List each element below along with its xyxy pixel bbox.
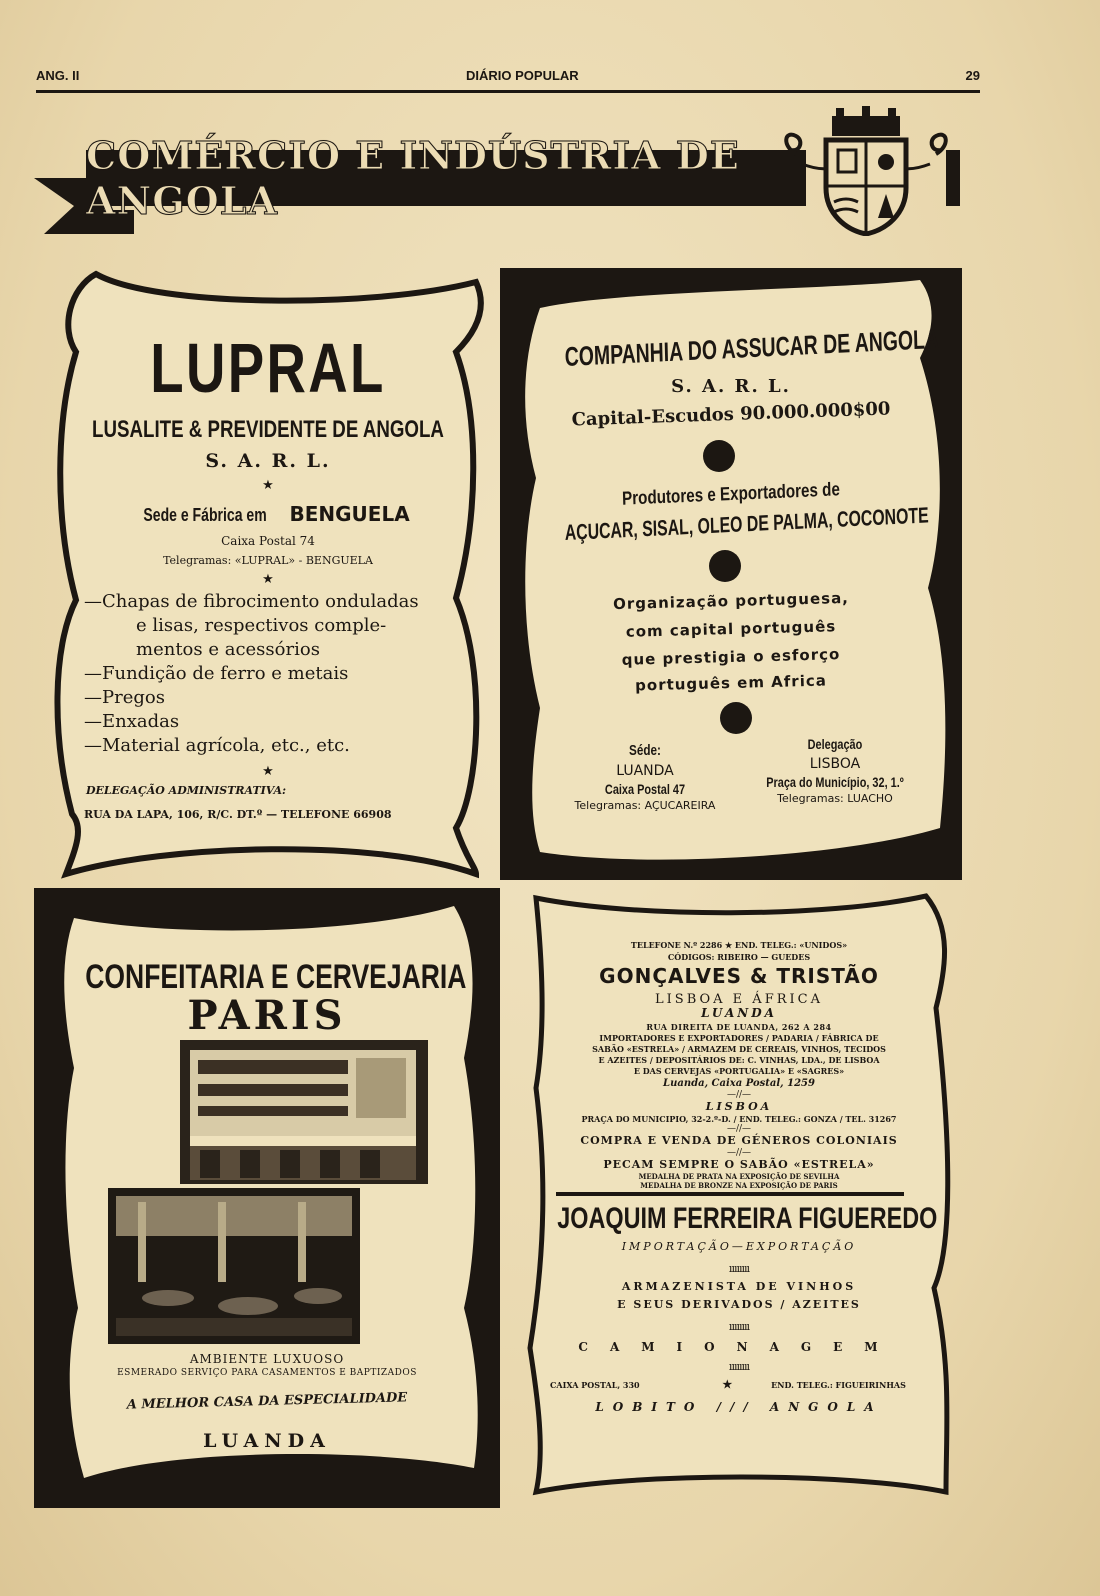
paris-line1: CONFEITARIA E CERVEJARIA [85,958,467,996]
banner-band [86,133,806,223]
assucar-hq-block [560,742,730,812]
figueredo-postal: CAIXA POSTAL, 330 [550,1380,640,1390]
page-header [36,68,980,92]
assucar-products: AÇUCAR, SISAL, OLEO DE PALMA, COCONOTE [564,502,929,546]
assucar-hq-telegrams: Telegramas: AÇUCAREIRA [574,799,716,812]
lupral-name: LUPRAL [150,329,386,407]
goncalves-codes: CÓDIGOS: RIBEIRO — GUEDES [667,952,811,962]
lupral-telegrams: Telegramas: «LUPRAL» - BENGUELA [163,554,373,567]
assucar-slogan-1: Organização portuguesa, [612,588,850,614]
angola-coat-of-arms-icon [778,106,954,236]
assucar-slogan-3: que prestigia o esforço [621,645,841,669]
separator: —//— [726,1148,752,1158]
paris-city: LUANDA [203,1430,331,1452]
assucar-hq-postal: Caixa Postal 47 [604,781,686,797]
assucar-slogan-2: com capital português [625,617,837,641]
lupral-delegation-address: RUA DA LAPA, 106, R/C. DT.º — TELEFONE 66908 [84,808,392,821]
section-banner [34,133,774,234]
figueredo-name: JOAQUIM FERREIRA FIGUEREDO [557,1202,938,1235]
banner-title: COMÉRCIO E INDÚSTRIA DE ANGOLA [86,133,740,223]
figueredo-location: LOBITO /// ANGOLA [595,1400,883,1414]
figueredo-line1: ARMAZENISTA DE VINHOS [621,1280,857,1293]
lupral-hq-prefix: Sede e Fábrica em [143,505,268,525]
assucar-producers: Produtores e Exportadores de [621,479,841,510]
goncalves-city2: LISBOA [705,1100,773,1113]
star-icon: ★ [262,478,274,493]
figueredo-line2: E SEUS DERIVADOS / AZEITES [617,1298,861,1311]
lupral-hq [36,502,500,526]
assucar-hq-city: LUANDA [616,763,674,779]
assucar-slogan-4: português em Africa [634,671,828,695]
paris-slogan: A MELHOR CASA DA ESPECIALIDADE [126,1390,408,1413]
lupral-delegation-title: DELEGAÇÃO ADMINISTRATIVA: [86,784,287,797]
banner-end-bar [946,150,960,206]
lupral-product-list [84,590,484,758]
goncalves-medal-2: MEDALHA DE BRONZE NA EXPOSIÇÃO DE PARIS [640,1181,838,1190]
goncalves-line-1: RUA DIREITA DE LUANDA, 262 A 284 [646,1022,832,1032]
bullet-dot [703,440,735,472]
lupral-company-type: S. A. R. L. [205,450,331,472]
figueredo-transport: CAMIONAGEM [578,1340,900,1354]
bullet-dot [709,550,741,582]
figueredo-telegrams: END. TELEG.: FIGUEIRINHAS [771,1380,906,1390]
ornament-icon: ıııııııı [728,1262,750,1275]
goncalves-phone-line: TELEFONE N.º 2286 ★ END. TELEG.: «UNIDOS» [630,940,848,950]
goncalves-medal-1: MEDALHA DE PRATA NA EXPOSIÇÃO DE SEVILHA [638,1172,840,1181]
lupral-hq-city: BENGUELA [289,502,410,526]
paris-ambience: AMBIENTE LUXUOSO [189,1352,345,1366]
assucar-capital: Capital-Escudos 90.000.000$00 [571,398,891,431]
header-page-number: 29 [965,68,980,83]
figueredo-trade: IMPORTAÇÃO—EXPORTAÇÃO [621,1240,857,1253]
star-icon: ★ [262,764,274,779]
goncalves-trade: COMPRA E VENDA DE GÉNEROS COLONIAIS [580,1134,898,1147]
assucar-delegation-address: Praça do Município, 32, 1.º [766,774,904,790]
dining-room-photo [108,1188,360,1344]
goncalves-subtitle: LISBOA E ÁFRICA [655,992,823,1007]
separator: —//— [726,1090,752,1100]
header-masthead: DIÁRIO POPULAR [466,68,579,83]
assucar-delegation-label: Delegação [807,736,863,752]
goncalves-line-3: SABÃO «ESTRELA» / ARMAZEM DE CEREAIS, VINHOS, TECIDOS [592,1044,886,1054]
ad-confeitaria-paris [34,888,500,1508]
star-icon: ★ [262,572,274,587]
list-item: mentos e acessórios [136,639,320,660]
lupral-full-name: LUSALITE & PREVIDENTE DE ANGOLA [92,416,444,443]
building-exterior-photo [180,1040,428,1184]
star-icon: ★ [722,1378,733,1391]
header-rule [36,90,980,93]
list-item: —Fundição de ferro e metais [84,663,349,684]
lupral-postal: Caixa Postal 74 [221,534,315,548]
figueredo-contact-row [550,1378,910,1391]
ad-lupral [36,268,500,880]
goncalves-name: GONÇALVES & TRISTÃO [599,964,879,988]
assucar-hq-label: Séde: [629,742,661,759]
separator: —//— [726,1124,752,1134]
ornament-icon: ıııııııı [728,1360,750,1373]
list-item: —Enxadas [84,711,180,732]
assucar-name: COMPANHIA DO ASSUCAR DE ANGOLA [564,323,940,373]
goncalves-soap: PECAM SEMPRE O SABÃO «ESTRELA» [603,1158,875,1171]
paris-name: PARIS [187,992,347,1039]
header-section: ANG. II [36,68,80,83]
list-item: —Pregos [84,687,165,708]
goncalves-city1: LUANDA [701,1006,777,1020]
list-item: —Chapas de fibrocimento onduladas [84,591,419,612]
goncalves-lisboa-address: PRAÇA DO MUNICIPIO, 32-2.º-D. / END. TELEG.: GONZA / TEL. 31267 [581,1114,897,1124]
goncalves-postal: Luanda, Caixa Postal, 1259 [663,1078,815,1089]
assucar-company-type: S. A. R. L. [671,376,791,397]
ad-goncalves-figueredo [506,888,972,1508]
bullet-dot [720,702,752,734]
list-item: e lisas, respectivos comple- [136,615,387,636]
assucar-delegation-telegrams: Telegramas: LUACHO [777,792,893,805]
goncalves-line-5: E DAS CERVEJAS «PORTUGALIA» E «SAGRES» [633,1066,845,1076]
paris-service: ESMERADO SERVIÇO PARA CASAMENTOS E BAPTIZADOS [117,1368,417,1378]
goncalves-line-2: IMPORTADORES E EXPORTADORES / PADARIA / FÁBRICA DE [599,1033,879,1043]
assucar-delegation-city: LISBOA [809,756,861,772]
ornament-icon: ıııııııı [728,1320,750,1333]
ad-companhia-assucar [500,268,962,880]
assucar-delegation-block [740,736,930,805]
list-item: —Material agrícola, etc., etc. [84,735,350,756]
section-divider [556,1192,904,1196]
goncalves-line-4: E AZEITES / DEPOSITÁRIOS DE: C. VINHAS, LDA., DE LISBOA [598,1055,880,1065]
